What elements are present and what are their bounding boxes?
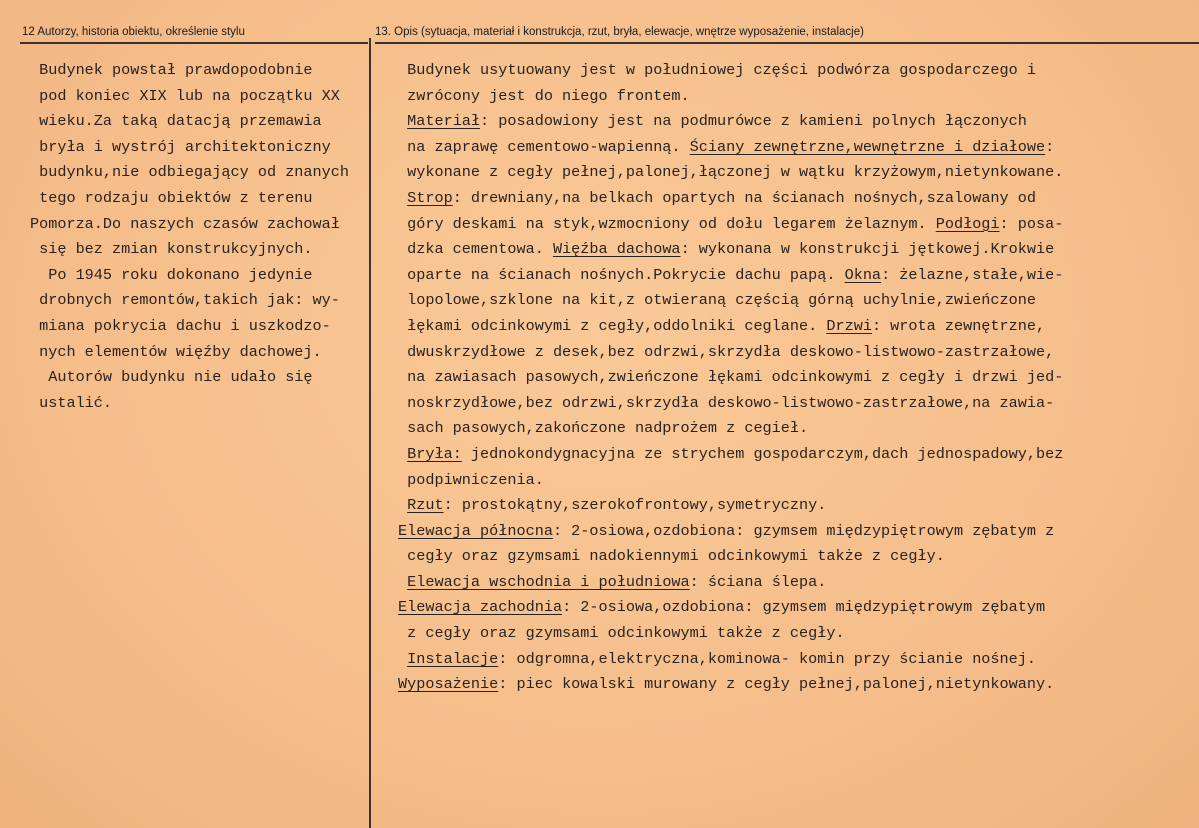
description-text-line — [398, 519, 1063, 545]
section-heading: Ściany zewnętrzne,wewnętrzne i działowe — [689, 137, 1046, 156]
column-divider — [369, 38, 371, 828]
text-segment — [398, 573, 407, 591]
section-heading: Rzut — [407, 496, 444, 515]
text-segment — [398, 445, 407, 463]
description-text-line — [398, 263, 1063, 289]
description-text-line — [398, 442, 1063, 468]
text-segment: : posa- — [999, 214, 1064, 233]
text-segment — [398, 650, 407, 668]
description-text-line — [398, 647, 1063, 673]
description-text-line — [398, 544, 1063, 570]
text-segment — [398, 112, 407, 130]
text-segment: : — [1045, 137, 1055, 156]
text-segment: : posadowiony jest na podmurówce z kamieni polnych łączonych — [480, 112, 1027, 131]
text-segment: : wrota zewnętrzne, — [871, 316, 1046, 335]
description-text-line — [398, 109, 1063, 135]
section-heading: Wyposażenie — [398, 675, 499, 694]
description-text-line — [398, 493, 1063, 519]
description-text-line — [398, 468, 1063, 494]
text-segment: na zawiasach pasowych,zwieńczone łękami odcinkowymi z cegły i drzwi jed- — [398, 368, 1064, 387]
history-text-line: Budynek powstał prawdopodobnie — [30, 61, 313, 79]
header-rule-right — [375, 42, 1199, 44]
text-segment: noskrzydłowe,bez odrzwi,skrzydła deskowo-listwowo-zastrzałowe,na zawia- — [398, 393, 1055, 412]
text-segment: oparte na ścianach nośnych.Pokrycie dachu papą. — [398, 265, 845, 284]
section-heading: Instalacje — [407, 649, 499, 668]
description-text-line — [398, 288, 1063, 314]
history-text-line: ustalić. — [30, 393, 113, 412]
text-segment: na zaprawę cementowo-wapienną. — [398, 137, 690, 156]
description-text-column — [398, 58, 1063, 698]
description-text-line — [398, 212, 1063, 238]
history-text-line: Pomorza.Do naszych czasów zachował — [30, 214, 340, 233]
description-text-line — [398, 595, 1063, 621]
text-segment: : prostokątny,szerokofrontowy,symetryczny. — [443, 496, 827, 515]
text-segment: z cegły oraz gzymsami odcinkowymi także z cegły. — [398, 624, 845, 643]
description-text-line — [398, 186, 1063, 212]
text-segment: Budynek usytuowany jest w południowej części podwórza gospodarczego i — [398, 61, 1036, 79]
history-text-line: bryła i wystrój architektoniczny — [30, 137, 331, 156]
section-heading: Materiał — [407, 112, 481, 131]
history-text-line: pod koniec XIX lub na początku XX — [30, 86, 340, 105]
section-heading: Elewacja zachodnia — [398, 598, 563, 617]
text-segment: dwuskrzydłowe z desek,bez odrzwi,skrzydła deskowo-listwowo-zastrzałowe, — [398, 342, 1055, 361]
section-heading: Podłogi — [935, 214, 1000, 233]
text-segment: dzka cementowa. — [398, 240, 553, 259]
section-12-header: 12 Autorzy, historia obiektu, określenie stylu — [22, 26, 245, 38]
section-heading: Więźba dachowa — [552, 240, 681, 259]
section-heading: Elewacja wschodnia i południowa — [407, 572, 690, 591]
history-text-line: drobnych remontów,takich jak: wy- — [30, 291, 340, 310]
description-text-line — [398, 58, 1063, 84]
description-text-line — [398, 160, 1063, 186]
header-rule-left — [20, 42, 368, 44]
description-text-line — [398, 365, 1063, 391]
description-text-line — [398, 570, 1063, 596]
history-text-line: się bez zmian konstrukcyjnych. — [30, 240, 313, 259]
section-heading: Okna — [844, 265, 882, 284]
text-segment: : 2-osiowa,ozdobiona: gzymsem międzypiętrowym zębatym z — [552, 521, 1055, 540]
description-text-line — [398, 84, 1063, 110]
history-text-line: budynku,nie odbiegający od znanych — [30, 163, 349, 182]
section-heading: Elewacja północna — [398, 521, 553, 540]
text-segment: góry deskami na styk,wzmocniony od dołu legarem żelaznym. — [398, 214, 936, 233]
text-segment: : piec kowalski murowany z cegły pełnej,palonej,nietynkowany. — [498, 675, 1055, 694]
text-segment: : żelazne,stałe,wie- — [881, 265, 1064, 284]
history-text-column — [30, 58, 349, 416]
section-heading: Drzwi — [826, 316, 872, 335]
text-segment: : wykonana w konstrukcji jętkowej.Krokwie — [680, 240, 1055, 259]
text-segment: wykonane z cegły pełnej,palonej,łączonej w wątku krzyżowym,nietynkowane. — [398, 163, 1064, 182]
description-text-line — [398, 237, 1063, 263]
text-segment: łękami odcinkowymi z cegły,oddolniki ceglane. — [398, 316, 827, 335]
description-text-line — [398, 391, 1063, 417]
text-segment: : odgromna,elektryczna,kominowa- komin przy ścianie nośnej. — [498, 649, 1036, 668]
text-segment: : ściana ślepa. — [689, 572, 827, 591]
history-text-line: tego rodzaju obiektów z terenu — [30, 188, 313, 207]
description-text-line — [398, 340, 1063, 366]
description-text-line — [398, 672, 1063, 698]
description-text-line — [398, 621, 1063, 647]
section-heading: Strop — [407, 188, 453, 207]
text-segment: cegły oraz gzymsami nadokiennymi odcinkowymi także z cegły. — [398, 547, 945, 566]
description-text-line — [398, 314, 1063, 340]
text-segment: : 2-osiowa,ozdobiona: gzymsem międzypiętrowym zębatym — [562, 598, 1046, 617]
text-segment: podpiwniczenia. — [398, 470, 544, 489]
history-text-line: Po 1945 roku dokonano jedynie — [30, 265, 313, 284]
text-segment — [398, 189, 407, 207]
text-segment: zwrócony jest do niego frontem. — [398, 86, 690, 105]
history-text-line: Autorów budynku nie udało się — [30, 368, 313, 387]
history-text-line: miana pokrycia dachu i uszkodzo- — [30, 316, 331, 335]
description-text-line — [398, 416, 1063, 442]
section-heading: Bryła: — [407, 444, 462, 463]
text-segment: jednokondygnacyjna ze strychem gospodarczym,dach jednospadowy,bez — [461, 444, 1064, 463]
text-segment — [398, 496, 407, 514]
history-text-line: nych elementów więźby dachowej. — [30, 342, 322, 361]
text-segment: lopolowe,szklone na kit,z otwieraną częścią górną uchylnie,zwieńczone — [398, 291, 1036, 310]
section-13-header: 13. Opis (sytuacja, materiał i konstrukcja, rzut, bryła, elewacje, wnętrze wyposażenie, instalacje) — [375, 26, 864, 38]
text-segment: : drewniany,na belkach opartych na ścianach nośnych,szalowany od — [452, 188, 1036, 207]
description-text-line — [398, 135, 1063, 161]
history-text-line: wieku.Za taką datacją przemawia — [30, 112, 322, 131]
text-segment: sach pasowych,zakończone nadprożem z cegieł. — [398, 419, 809, 438]
